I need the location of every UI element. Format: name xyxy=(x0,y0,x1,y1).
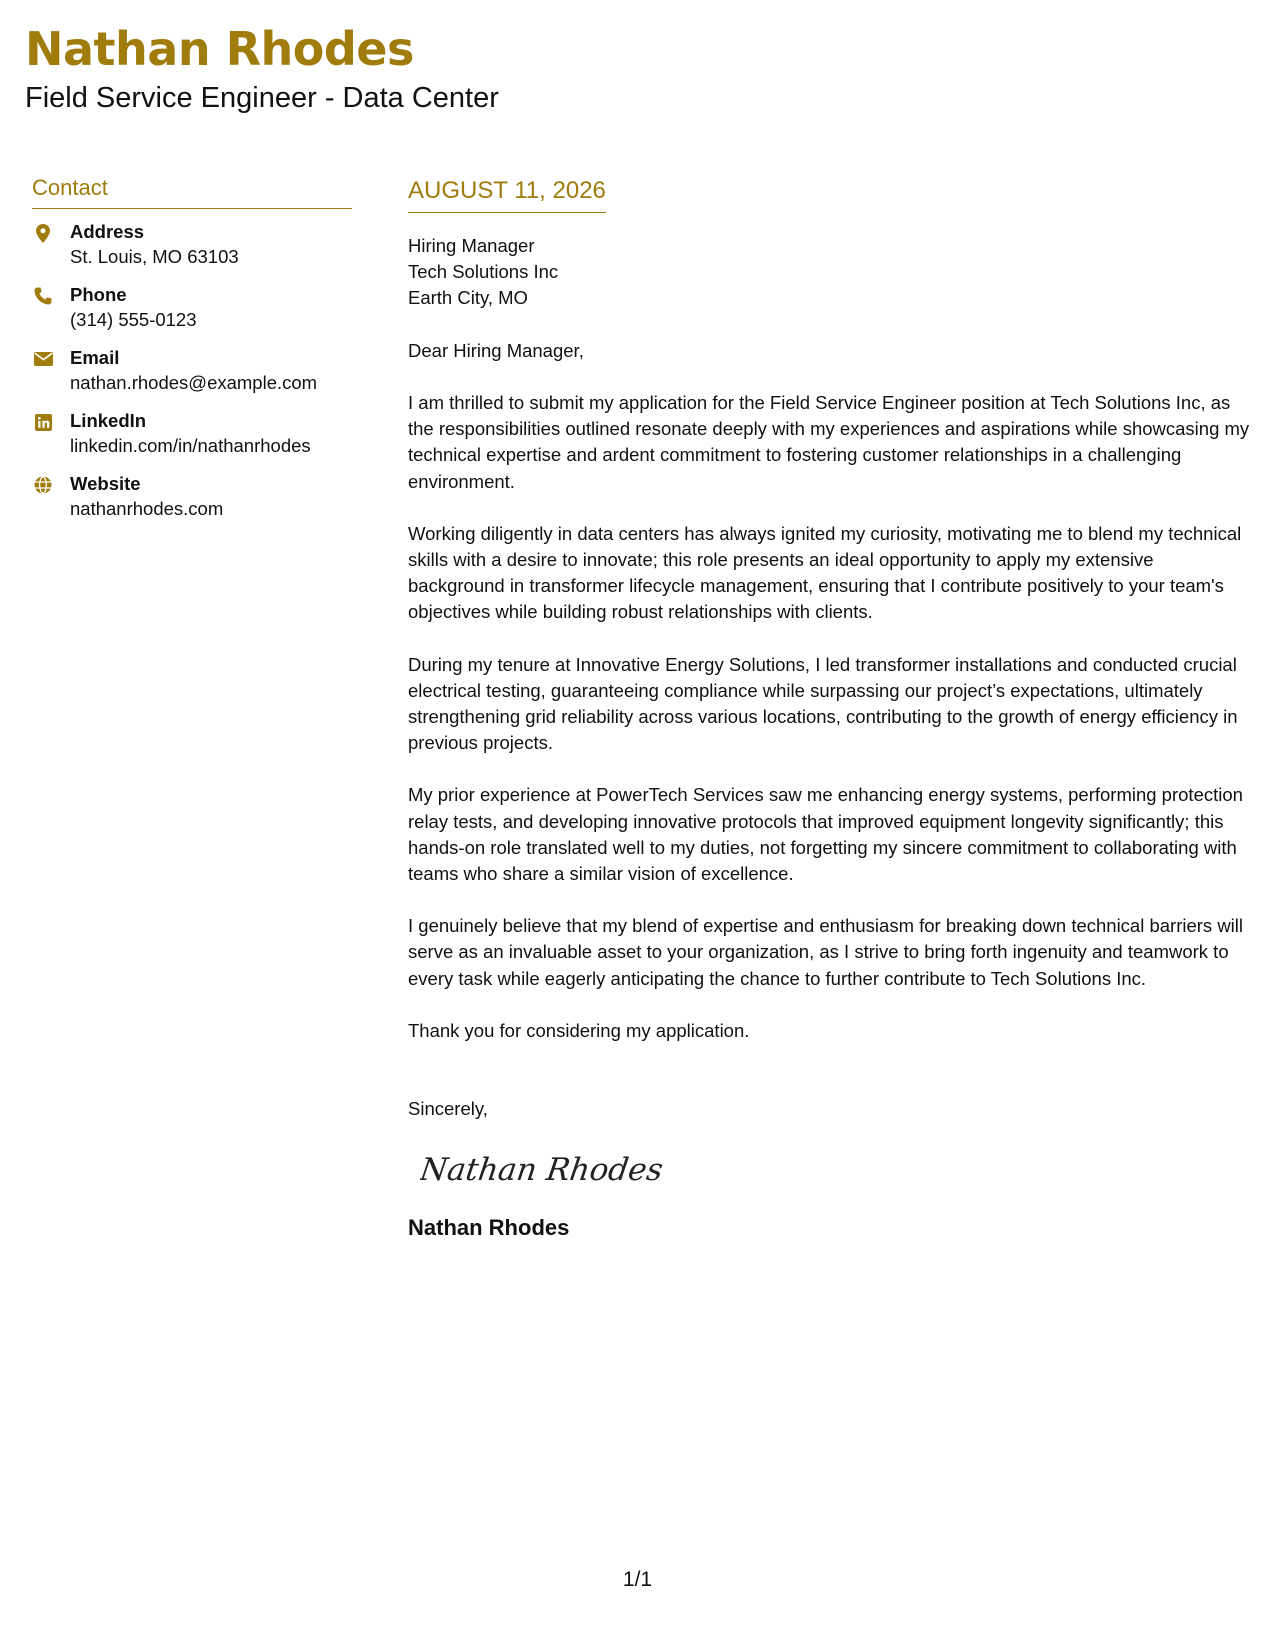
letter-date: AUGUST 11, 2026 xyxy=(408,176,606,213)
recipient-line: Tech Solutions Inc xyxy=(408,261,559,282)
contact-item-email xyxy=(32,346,352,409)
body-paragraph: I genuinely believe that my blend of expertise and enthusiasm for breaking down technical barriers will serve as an invaluable asset to your organization, as I strive to bring forth ingenuity and teamwork to every task while eagerly anticipating the chance to further contribute to Tech Solutions Inc. xyxy=(408,915,1244,989)
body-paragraph: My prior experience at PowerTech Services saw me enhancing energy systems, performing protection relay tests, and developing innovative protocols that improved equipment longevity significantly; this hands-on role translated well to my duties, not forgetting my sincere commitment to collaborating with teams who share a similar vision of excellence. xyxy=(408,784,1243,885)
body-paragraph: Thank you for considering my application. xyxy=(408,1019,750,1041)
contact-label: Phone xyxy=(70,284,127,305)
body-paragraph: During my tenure at Innovative Energy Solutions, I led transformer installations and conducted crucial electrical testing, guaranteeing compliance while surpassing our project’s expectations, ultimately strengthening grid reliability across various locations, contributing to the growth of energy efficiency in previous projects. xyxy=(408,653,1238,754)
envelope-icon xyxy=(32,348,54,370)
recipient-block xyxy=(408,233,1253,311)
recipient-line: Hiring Manager xyxy=(408,235,535,256)
signature-image xyxy=(420,1144,670,1194)
signature-text: Nathan Rhodes xyxy=(420,1152,666,1189)
letter-body xyxy=(408,176,1253,1242)
contact-item-linkedin xyxy=(32,409,352,472)
job-title: Field Service Engineer - Data Center xyxy=(25,82,499,114)
phone-value: (314) 555-0123 xyxy=(70,309,197,330)
email-value: nathan.rhodes@example.com xyxy=(70,372,318,393)
contact-label: Website xyxy=(70,473,141,494)
contact-label: Email xyxy=(70,347,120,368)
globe-icon xyxy=(32,474,54,496)
salutation: Dear Hiring Manager, xyxy=(408,340,584,361)
map-pin-icon xyxy=(32,222,54,244)
recipient-line: Earth City, MO xyxy=(408,287,528,308)
applicant-name: Nathan Rhodes xyxy=(25,22,414,76)
linkedin-icon xyxy=(32,411,54,433)
body-paragraph: I am thrilled to submit my application for the Field Service Engineer position at Tech Solutions Inc, as the responsibilities outlined resonate deeply with my experiences and aspirations while showcasing my technical expertise and ardent commitment to fostering customer relationships in a challenging environment. xyxy=(408,392,1250,492)
contact-item-website xyxy=(32,472,352,535)
contact-list xyxy=(32,220,352,535)
body-paragraph: Working diligently in data centers has always ignited my curiosity, motivating me to blend my technical skills with a desire to innovate; this role presents an ideal opportunity to apply my extensive background in transformer lifecycle management, ensuring that I contribute positively to your team's objectives while building robust relationships with clients. xyxy=(408,522,1242,623)
page-number: 1/1 xyxy=(622,1568,653,1591)
contact-item-address xyxy=(32,220,352,283)
closing: Sincerely, xyxy=(408,1098,488,1120)
address-value: St. Louis, MO 63103 xyxy=(70,246,239,267)
website-value: nathanrhodes.com xyxy=(70,498,224,519)
contact-label: LinkedIn xyxy=(70,410,147,431)
contact-item-phone xyxy=(32,283,352,346)
signer-name: Nathan Rhodes xyxy=(408,1215,570,1241)
contact-label: Address xyxy=(70,221,145,242)
phone-icon xyxy=(32,285,54,307)
linkedin-value: linkedin.com/in/nathanrhodes xyxy=(70,435,311,456)
contact-sidebar xyxy=(32,176,352,535)
contact-heading: Contact xyxy=(32,176,352,209)
